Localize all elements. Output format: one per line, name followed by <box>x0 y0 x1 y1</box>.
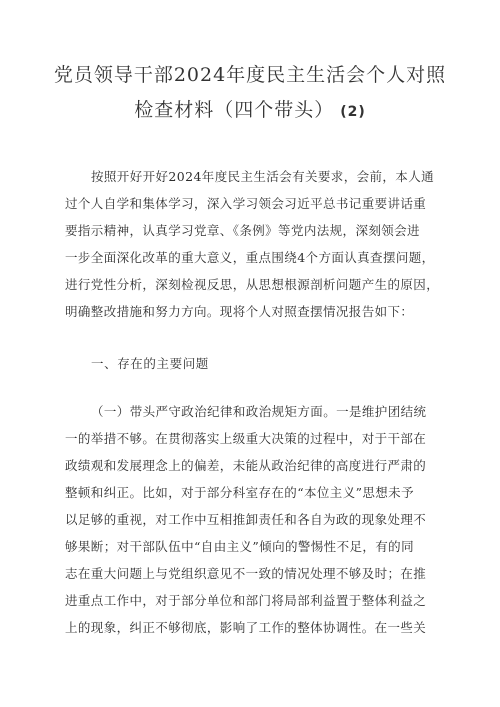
section-line: 上的现象，纠正不够彻底，影响了工作的整体协调性。在一些关 <box>65 620 427 635</box>
intro-line: 进行党性分析，深刻检视反思，从思想根源剖析问题产生的原因， <box>65 277 440 292</box>
intro-line: 一步全面深化改革的重大意义，重点围绕4个方面认真查摆问题， <box>65 250 435 265</box>
intro-line: 明确整改措施和努力方向。现将个人对照查摆情况报告如下： <box>65 304 414 319</box>
document-title-line-1: 党员领导干部2024年度民主生活会个人对照 <box>53 64 447 86</box>
intro-line: 按照开好开好2024年度民主生活会有关要求，会前，本人通 <box>91 169 435 184</box>
document-title-text: 检查材料（四个带头） <box>134 99 335 121</box>
section-line: 够果断；对干部队伍中“自由主义”倾向的警惕性不足，有的同 <box>65 539 414 554</box>
intro-line: 要指示精神，认真学习党章、《条例》等党内法规，深刻领会进 <box>65 223 420 238</box>
section-line: 以足够的重视，对工作中互相推卸责任和各自为政的现象处理不 <box>65 512 427 527</box>
document-title-line-2 <box>0 95 500 122</box>
intro-line: 过个人自学和集体学习，深入学习领会习近平总书记重要讲话重 <box>65 196 427 211</box>
document-title-suffix: (2) <box>340 104 366 120</box>
section-line: 志在重大问题上与党组织意见不一致的情况处理不够及时；在推 <box>65 566 427 581</box>
section-line: 进重点工作中，对于部分单位和部门将局部利益置于整体利益之 <box>65 593 427 608</box>
section-line: 整顿和纠正。比如，对于部分科室存在的“本位主义”思想未予 <box>65 485 414 500</box>
section-heading: 一、存在的主要问题 <box>91 356 209 371</box>
section-line: 政绩观和发展理念上的偏差，未能从政治纪律的高度进行严肃的 <box>65 458 427 473</box>
section-line: （一）带头严守政治纪律和政治规矩方面。一是维护团结统 <box>91 404 427 419</box>
section-line: 一的举措不够。在贯彻落实上级重大决策的过程中，对于干部在 <box>65 431 427 446</box>
